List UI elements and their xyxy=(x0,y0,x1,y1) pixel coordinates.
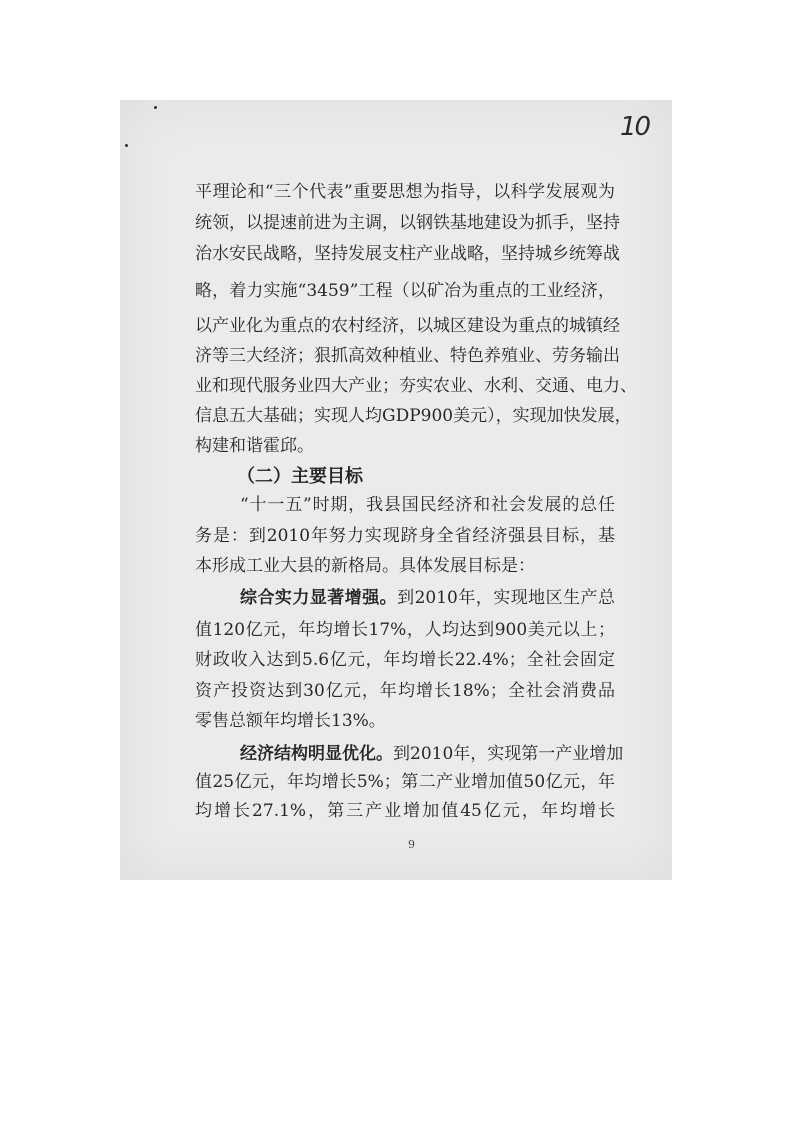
body-line: 信息五大基础；实现人均GDP900美元），实现加快发展， xyxy=(195,406,632,426)
scan-speck xyxy=(125,144,128,147)
para-lead: 经济结构明显优化。 xyxy=(240,744,393,764)
body-line: 均增长27.1%，第三产业增加值45亿元，年均增长 xyxy=(195,801,615,821)
body-line: 治水安民战略，坚持发展支柱产业战略，坚持城乡统筹战 xyxy=(195,244,620,264)
body-line: 财政收入达到5.6亿元，年均增长22.4%；全社会固定 xyxy=(195,650,615,670)
scan-speck xyxy=(154,106,157,109)
body-line: 值25亿元，年均增长5%；第二产业增加值50亿元，年 xyxy=(195,772,615,792)
body-line: 以产业化为重点的农村经济，以城区建设为重点的城镇经 xyxy=(195,316,620,336)
body-line: 本形成工业大县的新格局。具体发展目标是： xyxy=(195,556,535,576)
body-line: 济等三大经济；狠抓高效种植业、特色养殖业、劳务输出 xyxy=(195,346,620,366)
body-line: 资产投资达到30亿元，年均增长18%；全社会消费品 xyxy=(195,681,615,701)
body-line: 务是：到2010年努力实现跻身全省经济强县目标，基 xyxy=(195,526,615,546)
body-line: 构建和谐霍邱。 xyxy=(195,436,314,456)
body-line: 略，着力实施“3459”工程（以矿冶为重点的工业经济， xyxy=(195,281,615,301)
body-line: 业和现代服务业四大产业；夯实农业、水利、交通、电力、 xyxy=(195,376,637,396)
body-text: 到2010年，实现地区生产总 xyxy=(397,588,616,608)
body-line xyxy=(240,744,624,764)
body-line: 统领，以提速前进为主调，以钢铁基地建设为抓手，坚持 xyxy=(195,213,620,233)
body-text: 到2010年，实现第一产业增加 xyxy=(393,744,624,764)
body-line: “十一五”时期，我县国民经济和社会发展的总任 xyxy=(240,495,615,515)
page-number: 9 xyxy=(408,838,415,851)
section-heading: （二）主要目标 xyxy=(237,466,363,487)
para-lead: 综合实力显著增强。 xyxy=(240,588,398,608)
handwritten-page-mark: 10 xyxy=(620,112,650,142)
body-line: 平理论和“三个代表”重要思想为指导，以科学发展观为 xyxy=(195,182,615,202)
body-line: 值120亿元，年均增长17%，人均达到900美元以上； xyxy=(195,620,615,640)
body-line: 零售总额年均增长13%。 xyxy=(195,711,386,731)
body-line xyxy=(240,590,615,607)
